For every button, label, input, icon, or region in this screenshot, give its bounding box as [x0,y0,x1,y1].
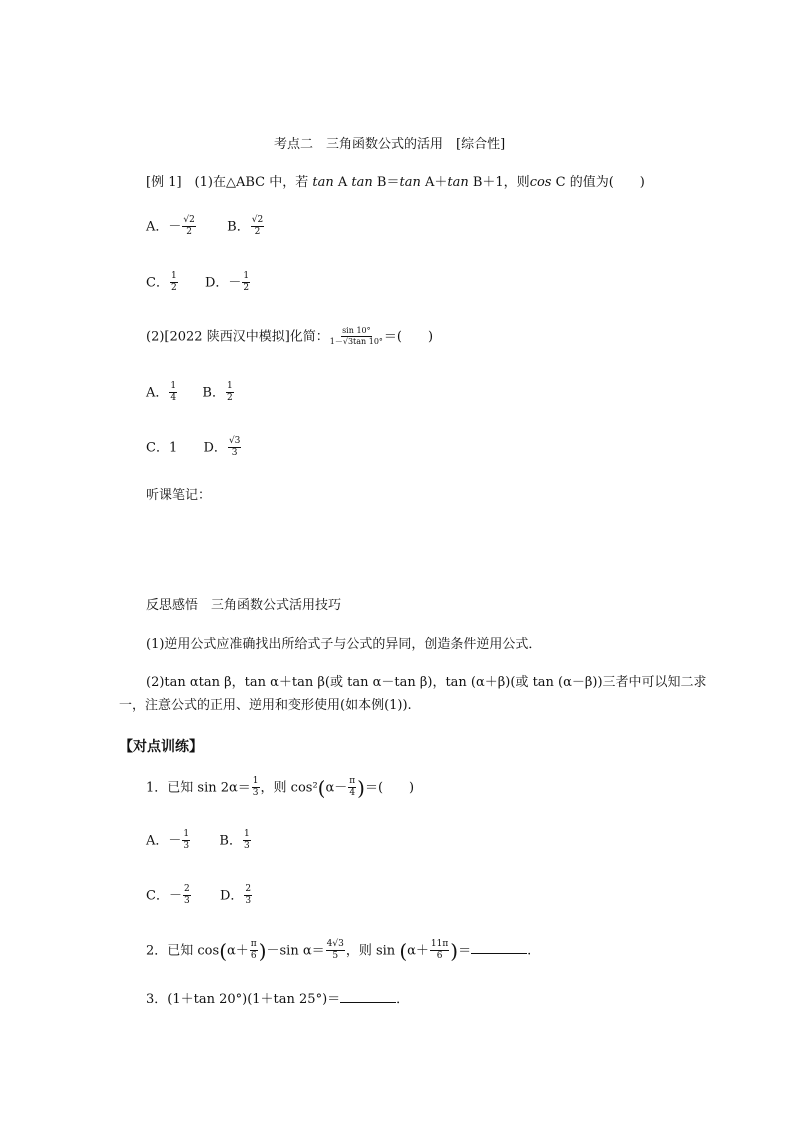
q1-option-d-label: D． [219,888,244,904]
ex1-head: [例 1] (1)在△ABC 中，若 [146,175,309,190]
q2-tail: ＝ [458,943,472,959]
answer-blank[interactable] [340,990,396,1003]
ex1-tail: C 的值为( ) [555,175,645,190]
ex1-options-ab [146,216,265,238]
frac-den: 6 [436,951,443,962]
example-1-question-1 [146,176,645,189]
example-1-question-2 [146,327,433,347]
ex2-expression-frac [330,327,383,347]
question-3 [146,990,409,1006]
frac-num: 1 [169,382,177,393]
ex1-option-d-label: D．－ [204,275,242,291]
frac-num: √3 [228,437,241,448]
ex1-option-b-label: B． [227,219,250,235]
frac-num: 1 [242,272,250,283]
ex2-option-c-label: C．1 [146,440,178,456]
q2-head: 2．已知 cos [146,943,220,959]
q1-option-c-frac [183,885,191,907]
q3-end: ． [396,992,410,1007]
ex2-head: (2)[2022 陕西汉中模拟]化简： [146,329,329,345]
ex1-cos: cos [529,175,552,190]
ex2-tail: ＝( ) [383,329,434,345]
ex1-option-c-label: C． [146,275,169,291]
frac-num: √2 [182,216,195,227]
q2-inner2-a: α＋ [407,943,429,959]
q1-option-b-frac [243,830,251,852]
q1-option-c-label: C．－ [146,888,182,904]
q1-option-a-frac [182,830,190,852]
frac-num: 1 [170,272,178,283]
frac-num: 4√3 [326,940,345,951]
frac-den: 4 [170,393,177,404]
frac-num: 2 [244,885,252,896]
q1-options-ab [146,830,252,852]
training-heading: 【对点训练】 [119,739,203,755]
ex1-b-2: B＋1，则 [472,175,530,190]
ex2-option-b-label: B． [202,385,225,401]
frac-num: 2 [183,885,191,896]
q1-inner-frac [348,777,356,799]
q2-inner2-frac [430,940,449,962]
frac-num: π [250,940,258,951]
frac-num: 1 [243,830,251,841]
q2-mid2: ，则 sin [345,943,396,959]
ex1-option-b-frac [251,216,264,238]
frac-den: 3 [231,448,238,459]
ex1-option-a-label: A．－ [146,219,182,235]
frac-den: 6 [250,951,257,962]
ex1-options-cd [146,272,251,294]
ex1-a-1: A [337,175,348,190]
ex1-option-d-frac [242,272,250,294]
lecture-notes-label: 听课笔记： [146,488,212,503]
q1-tail: ＝( ) [364,780,415,796]
question-1 [146,777,414,799]
answer-blank[interactable] [471,941,527,954]
frac-den: 1－√3tan 10° [329,337,383,347]
reflection-heading: 反思感悟 三角函数公式活用技巧 [146,598,342,613]
frac-den: 3 [243,841,250,852]
ex2-option-d-frac [228,437,241,459]
ex1-tan-3: tan [399,175,421,190]
frac-den: 2 [170,283,177,294]
ex1-tan-4: tan [447,175,469,190]
ex1-b-1: B＝ [376,175,400,190]
ex1-option-c-frac [170,272,178,294]
frac-num: 11π [430,940,449,951]
frac-num: 1 [182,830,190,841]
ex1-tan-1: tan [312,175,334,190]
reflection-point-2: (2)tan αtan β，tan α＋tan β(或 tan α－tan β)，tan (α＋β)(或 tan (α－β))三者中可以知二求 [146,675,707,690]
right-paren: ) [258,938,267,963]
question-2 [146,940,531,962]
q2-inner1-a: α＋ [227,943,249,959]
ex2-option-a-label: A． [146,385,169,401]
frac-den: 2 [243,283,250,294]
frac-den: 3 [183,896,190,907]
frac-den: 4 [349,788,356,799]
q1-option-b-label: B． [219,833,242,849]
frac-den: 3 [245,896,252,907]
q2-end: . [527,943,532,959]
section-title: 考点二 三角函数公式的活用 [综合性] [274,137,506,152]
frac-den: 2 [186,227,192,238]
q3-text: 3．(1＋tan 20°)(1＋tan 25°)＝ [146,992,341,1007]
frac-num: π [348,777,356,788]
left-paren: ( [399,938,408,963]
q2-inner1-frac [250,940,258,962]
ex2-option-a-frac [169,382,177,404]
reflection-point-2-cont: 一，注意公式的正用、逆用和变形使用(如本例(1)). [119,698,412,713]
ex2-options-ab [146,382,235,404]
q1-option-a-label: A．－ [146,833,182,849]
q1-inner-a: α－ [325,780,348,796]
q2-value-frac [326,940,345,962]
frac-num: √2 [251,216,264,227]
frac-num: 1 [252,777,260,788]
ex2-option-d-label: D． [203,440,227,456]
frac-den: 3 [252,788,259,799]
frac-num: 1 [226,382,234,393]
q1-head: 1．已知 sin 2α＝ [146,780,251,796]
frac-den: 3 [183,841,190,852]
q1-options-cd [146,885,253,907]
reflection-point-1: (1)逆用公式应准确找出所给式子与公式的异同，创造条件逆用公式． [146,637,542,652]
q1-mid: ，则 cos² [260,780,318,796]
frac-num: sin 10° [341,327,372,337]
frac-den: 2 [226,393,233,404]
q1-option-d-frac [244,885,252,907]
left-paren: ( [219,938,227,963]
frac-den: 5 [332,951,339,962]
left-paren: ( [317,775,326,800]
right-paren: ) [450,938,459,963]
ex2-option-b-frac [226,382,234,404]
ex1-a-2: A＋ [424,175,448,190]
ex2-options-cd [146,437,242,459]
right-paren: ) [357,775,365,800]
ex1-option-a-frac [182,216,195,238]
ex1-tan-2: tan [351,175,373,190]
frac-den: 2 [254,227,261,238]
q1-sin-value-frac [252,777,260,799]
q2-mid: －sin α＝ [266,943,325,959]
